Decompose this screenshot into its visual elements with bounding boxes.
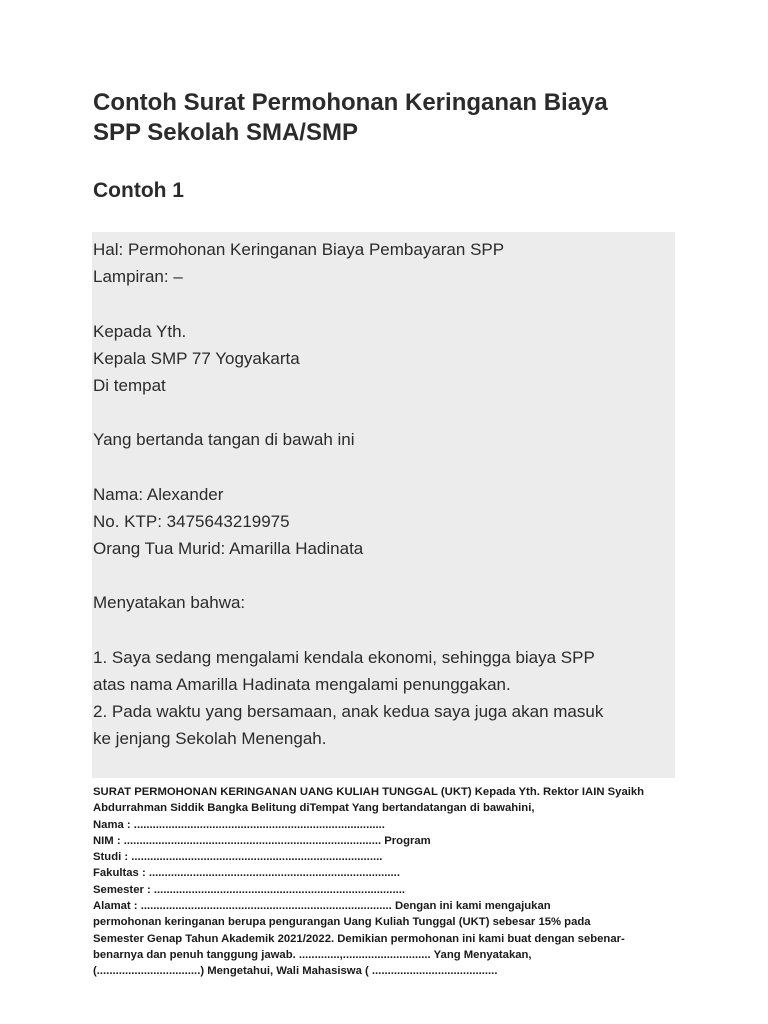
page-title-line-1: Contoh Surat Permohonan Keringanan Biaya <box>93 89 608 116</box>
excerpt-line: NIM : .................................................................................. Program <box>93 834 431 847</box>
excerpt-line: Nama : ................................................................................ <box>93 818 385 831</box>
blank-line <box>93 290 675 317</box>
excerpt-line: (.................................) Mengetahui, Wali Mahasiswa ( ........................................ <box>93 965 498 978</box>
letter-recipient-line: Kepada Yth. <box>93 321 187 341</box>
letter-attachment: Lampiran: – <box>93 267 183 287</box>
blank-line <box>93 617 675 644</box>
excerpt-line: benarnya dan penuh tanggung jawab. .............,............................ Yang Menyatakan, <box>93 948 532 961</box>
blank-line <box>93 562 675 589</box>
letter-identity-name: Nama: Alexander <box>93 484 224 504</box>
excerpt-line: Abdurrahman Siddik Bangka Belitung diTempat Yang bertandatangan di bawahini, <box>93 802 535 815</box>
excerpt-line: SURAT PERMOHONAN KERINGANAN UANG KULIAH TUNGGAL (UKT) Kepada Yth. Rektor IAIN Syaikh <box>93 786 645 798</box>
letter-point-line: 1. Saya sedang mengalami kendala ekonomi, sehingga biaya SPP <box>93 647 595 667</box>
letter-identity-ktp: No. KTP: 3475643219975 <box>93 511 290 531</box>
page-title-line-2: SPP Sekolah SMA/SMP <box>93 119 358 146</box>
page-title <box>93 88 693 148</box>
excerpt-line: Studi : ................................................................................ <box>93 851 383 864</box>
letter-point-line: ke jenjang Sekolah Menengah. <box>93 729 327 749</box>
ukt-letter-excerpt <box>93 784 683 980</box>
letter-recipient-line: Kepala SMP 77 Yogyakarta <box>93 348 300 368</box>
letter-content <box>93 236 675 753</box>
excerpt-line: Fakultas : ................................................................................ <box>93 867 400 880</box>
letter-identity-parent: Orang Tua Murid: Amarilla Hadinata <box>93 539 364 559</box>
excerpt-line: Semester : ................................................................................ <box>93 883 405 896</box>
letter-point-line: atas nama Amarilla Hadinata mengalami penunggakan. <box>93 675 511 694</box>
letter-opening: Yang bertanda tangan di bawah ini <box>93 430 355 450</box>
letter-recipient-line: Di tempat <box>93 375 166 395</box>
blank-line <box>93 454 675 481</box>
letter-point-line: 2. Pada waktu yang bersamaan, anak kedua saya juga akan masuk <box>93 702 604 722</box>
excerpt-line: Semester Genap Tahun Akademik 2021/2022. Demikian permohonan ini kami buat dengan sebenar- <box>93 932 625 945</box>
excerpt-line: permohonan keringanan berupa pengurangan Uang Kuliah Tunggal (UKT) sebesar 15% pada <box>93 916 591 929</box>
letter-subject: Hal: Permohonan Keringanan Biaya Pembayaran SPP <box>93 240 505 259</box>
letter-example-box <box>92 232 675 778</box>
excerpt-line: Alamat : ................................................................................ Dengan ini kami mengajukan <box>93 900 551 913</box>
blank-line <box>93 399 675 426</box>
section-heading: Contoh 1 <box>93 179 184 202</box>
letter-statement-intro: Menyatakan bahwa: <box>93 593 246 613</box>
